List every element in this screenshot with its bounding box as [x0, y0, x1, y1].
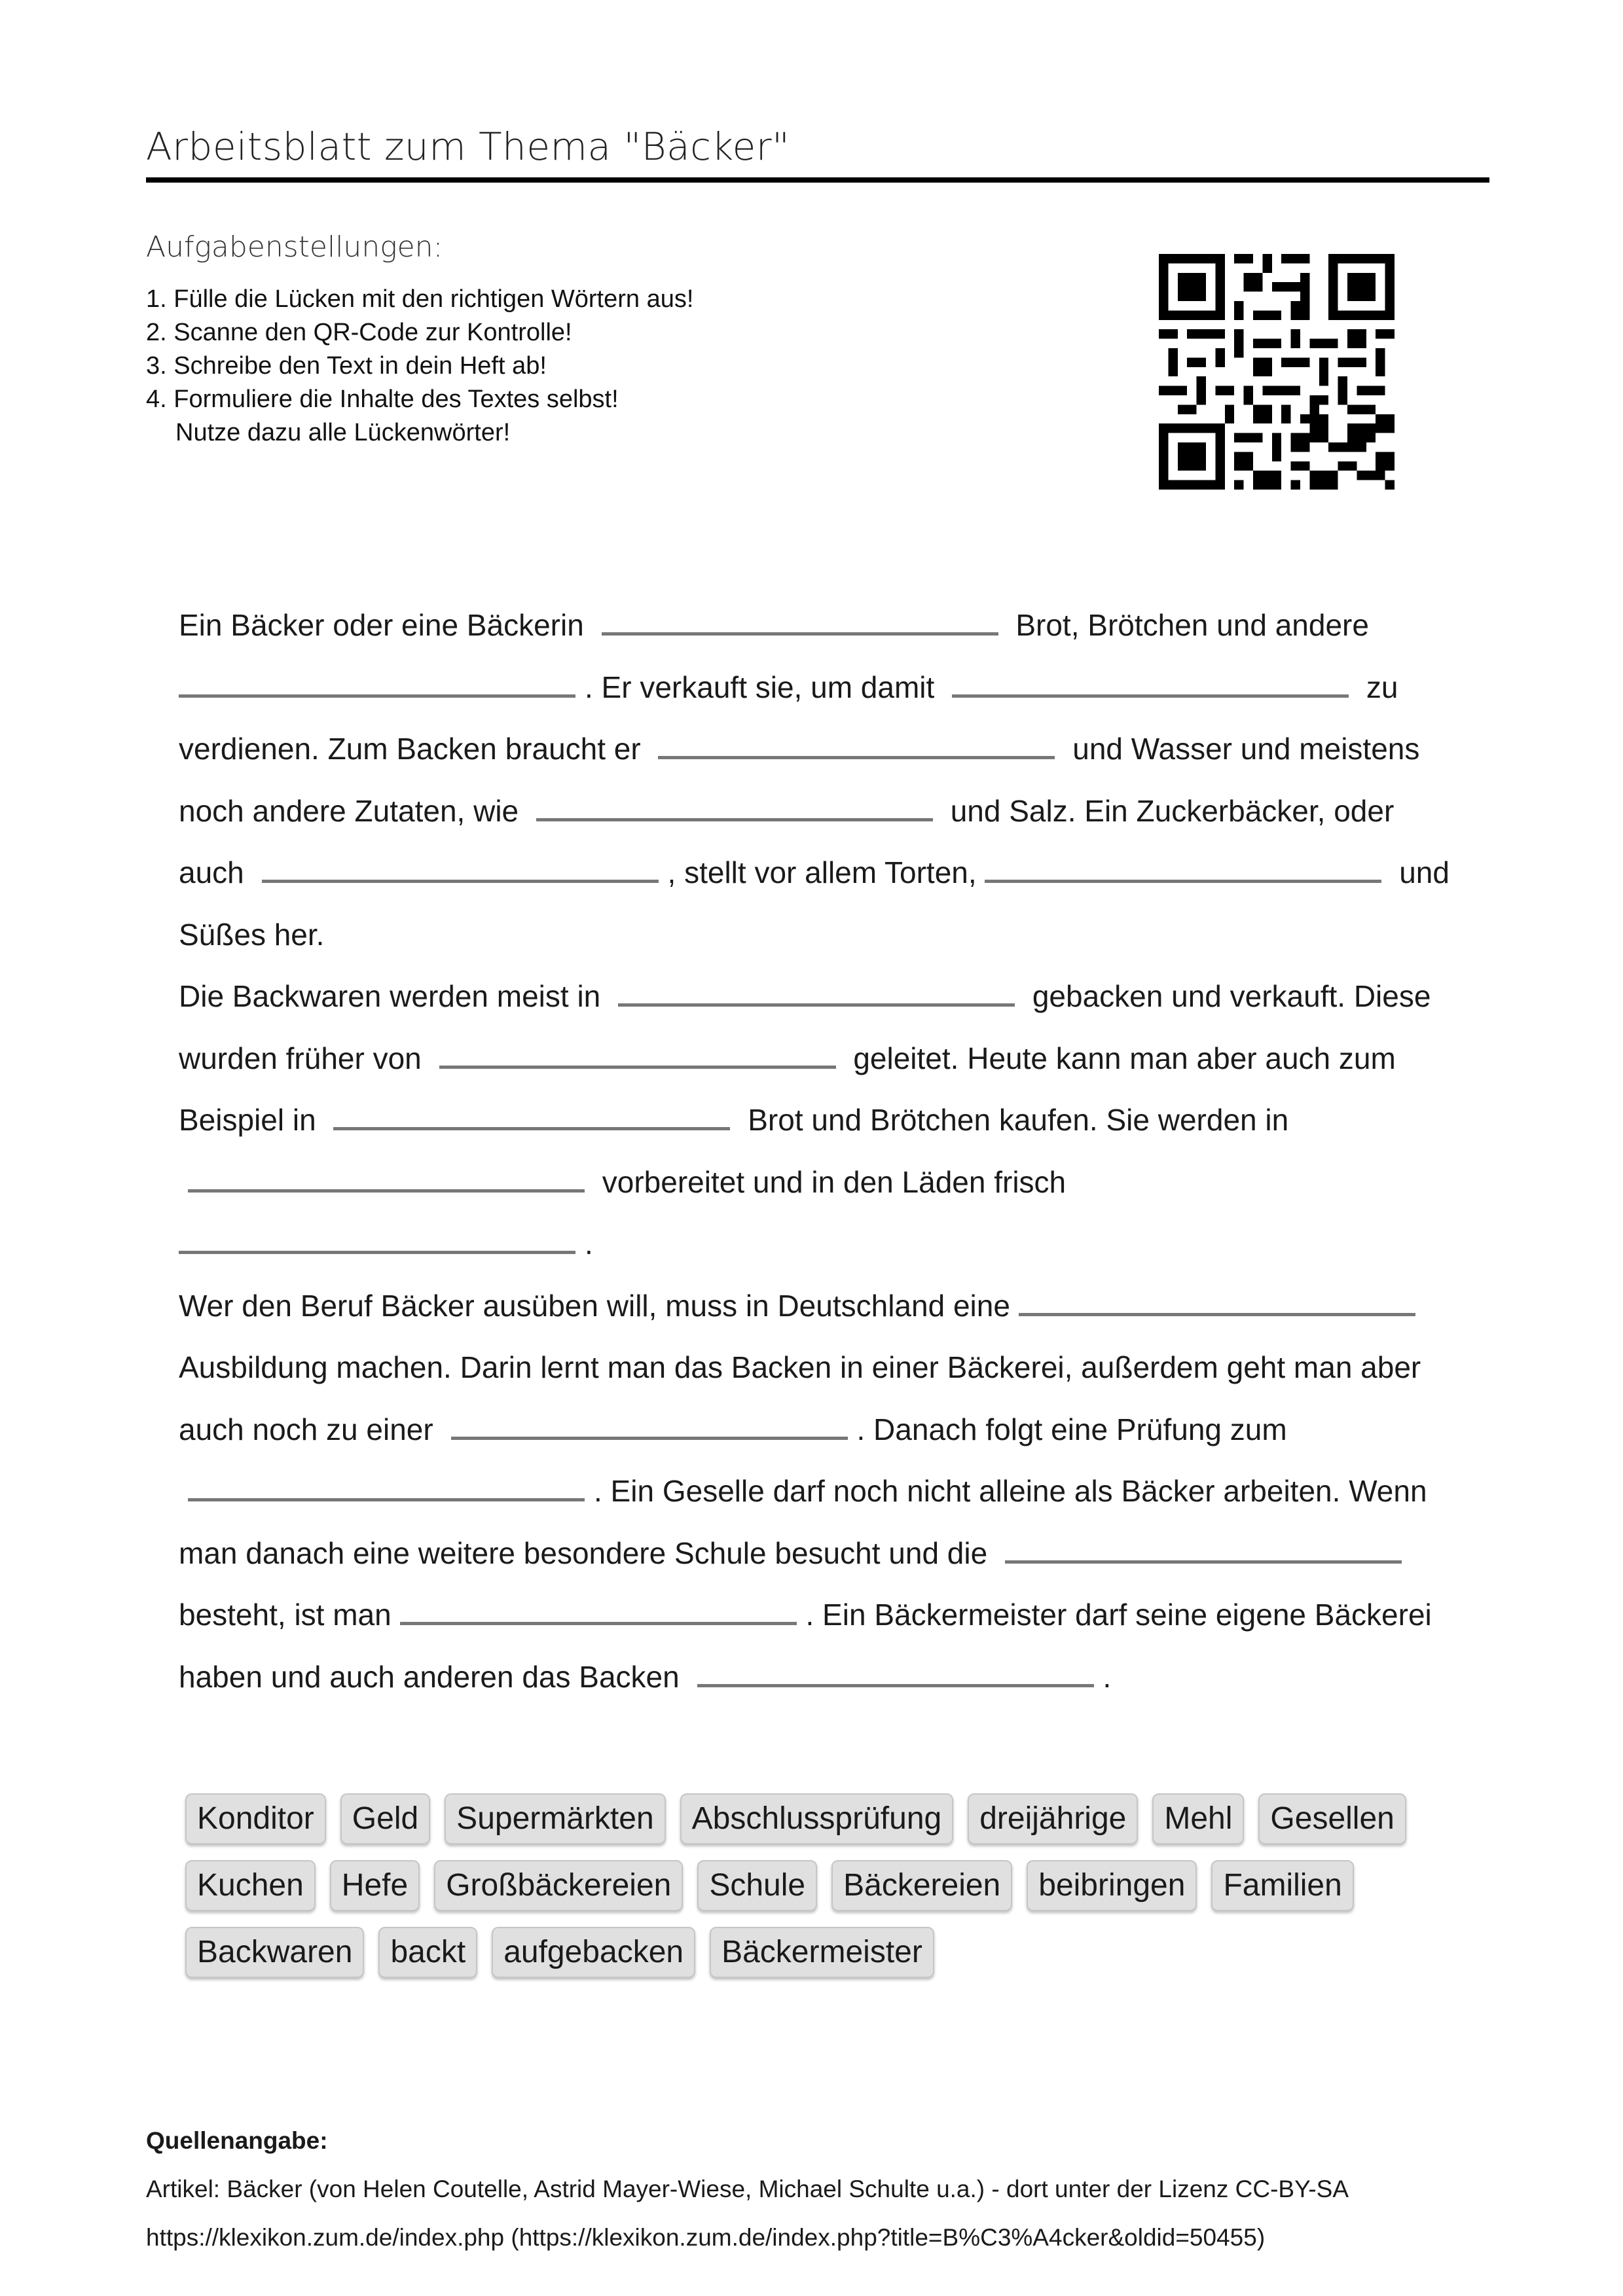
word-chip[interactable]: Backwaren	[185, 1927, 364, 1978]
cloze-paragraph-1	[179, 594, 1462, 965]
cloze-gap[interactable]	[439, 1039, 836, 1069]
cloze-gap[interactable]	[179, 1225, 575, 1254]
word-chip[interactable]: Kuchen	[185, 1860, 316, 1911]
cloze-gap[interactable]	[602, 606, 998, 636]
cloze-gap[interactable]	[179, 668, 575, 698]
cloze-gap[interactable]	[400, 1596, 797, 1625]
word-bank	[185, 1793, 1482, 1978]
cloze-paragraph-2	[179, 965, 1462, 1275]
tasks-heading: Aufgabenstellungen:	[146, 230, 443, 264]
cloze-gap[interactable]	[985, 853, 1381, 883]
cloze-text-segment: . Er verkauft sie, um damit	[585, 670, 935, 704]
word-chip[interactable]: Schule	[697, 1860, 817, 1911]
word-chip[interactable]: Geld	[340, 1793, 430, 1844]
word-chip[interactable]: Mehl	[1152, 1793, 1244, 1844]
cloze-gap[interactable]	[952, 668, 1349, 698]
cloze-text-segment: vorbereitet und in den Läden frisch	[602, 1164, 1067, 1199]
task-4-continuation: Nutze dazu alle Lückenwörter!	[175, 419, 511, 446]
cloze-text-segment: Ein Bäcker oder eine Bäckerin	[179, 608, 584, 642]
sources-url[interactable]: https://klexikon.zum.de/index.php (https://klexikon.zum.de/index.php?title=B%C3%A4cker&oldid=50455)	[146, 2224, 1266, 2251]
cloze-gap[interactable]	[1005, 1534, 1402, 1564]
title-rule	[146, 177, 1489, 183]
task-list	[146, 283, 693, 450]
cloze-gap[interactable]	[1019, 1287, 1415, 1316]
task-item: 3. Schreibe den Text in dein Heft ab!	[146, 352, 547, 380]
cloze-gap[interactable]	[262, 853, 659, 883]
cloze-text-segment: zu verdienen. Zum Backen braucht er	[179, 670, 1398, 766]
word-chip[interactable]: Bäckermeister	[710, 1927, 934, 1978]
word-chip[interactable]: beibringen	[1027, 1860, 1197, 1911]
cloze-text	[179, 594, 1462, 1708]
cloze-text-segment: besteht, ist man	[179, 1598, 392, 1632]
task-4-text: 4. Formuliere die Inhalte des Textes selbst!	[146, 386, 619, 413]
cloze-text-segment: Die Backwaren werden meist in	[179, 979, 601, 1013]
cloze-text-segment: geleitet. Heute kann man aber auch zum Beispiel in	[179, 1041, 1396, 1137]
word-chip[interactable]: dreijährige	[968, 1793, 1138, 1844]
cloze-gap[interactable]	[697, 1658, 1094, 1687]
word-chip[interactable]: backt	[378, 1927, 477, 1978]
word-chip[interactable]: Konditor	[185, 1793, 326, 1844]
word-chip[interactable]: Bäckereien	[831, 1860, 1012, 1911]
word-chip[interactable]: Familien	[1211, 1860, 1353, 1911]
cloze-text-segment: gebacken und verkauft. Diese wurden früher von	[179, 979, 1431, 1075]
task-item: 1. Fülle die Lücken mit den richtigen Wörtern aus!	[146, 285, 694, 313]
cloze-gap[interactable]	[658, 730, 1055, 759]
cloze-gap[interactable]	[618, 977, 1015, 1007]
cloze-text-segment: .	[585, 1227, 593, 1261]
word-chip[interactable]: Supermärkten	[445, 1793, 665, 1844]
qr-code[interactable]	[1159, 254, 1395, 490]
sources	[146, 2117, 1349, 2262]
word-chip[interactable]: aufgebacken	[492, 1927, 695, 1978]
cloze-gap[interactable]	[188, 1472, 585, 1501]
cloze-text-segment: . Danach folgt eine Prüfung zum	[856, 1412, 1287, 1446]
cloze-text-segment: , stellt vor allem Torten,	[667, 855, 977, 889]
cloze-text-segment: und Süßes her.	[179, 855, 1450, 952]
sources-label: Quellenangabe:	[146, 2127, 328, 2154]
task-item	[146, 383, 693, 450]
cloze-text-segment: .	[1103, 1659, 1112, 1694]
word-chip[interactable]: Abschlussprüfung	[680, 1793, 954, 1844]
cloze-paragraph-3	[179, 1275, 1462, 1708]
task-item: 2. Scanne den QR-Code zur Kontrolle!	[146, 319, 572, 346]
cloze-text-segment: Brot und Brötchen kaufen. Sie werden in	[748, 1103, 1289, 1137]
cloze-text-segment: und Salz. Ein Zuckerbäcker, oder auch	[179, 793, 1395, 889]
cloze-gap[interactable]	[536, 792, 933, 821]
cloze-text-segment: Wer den Beruf Bäcker ausüben will, muss in Deutschland eine	[179, 1288, 1010, 1323]
cloze-gap[interactable]	[188, 1163, 585, 1193]
cloze-text-segment: Ausbildung machen. Darin lernt man das Backen in einer Bäckerei, außerdem geht man aber auch noch zu einer	[179, 1350, 1421, 1446]
word-chip[interactable]: Hefe	[330, 1860, 420, 1911]
word-chip[interactable]: Großbäckereien	[434, 1860, 683, 1911]
cloze-text-segment: . Ein Geselle darf noch nicht alleine als Bäcker arbeiten. Wenn man danach eine weitere besondere Schule besucht und die	[179, 1474, 1427, 1570]
cloze-text-segment: und Wasser und meistens noch andere Zutaten, wie	[179, 732, 1420, 828]
sources-article: Artikel: Bäcker (von Helen Coutelle, Astrid Mayer-Wiese, Michael Schulte u.a.) - dort unter der Lizenz CC-BY-SA	[146, 2176, 1349, 2202]
cloze-gap[interactable]	[333, 1101, 730, 1130]
worksheet-title: Arbeitsblatt zum Thema "Bäcker"	[146, 124, 790, 169]
cloze-text-segment: Brot, Brötchen und andere	[1015, 608, 1369, 642]
cloze-text-segment: . Ein Bäckermeister darf seine eigene Bäckerei haben und auch anderen das Backen	[179, 1598, 1432, 1694]
word-chip[interactable]: Gesellen	[1258, 1793, 1406, 1844]
cloze-gap[interactable]	[451, 1410, 848, 1440]
